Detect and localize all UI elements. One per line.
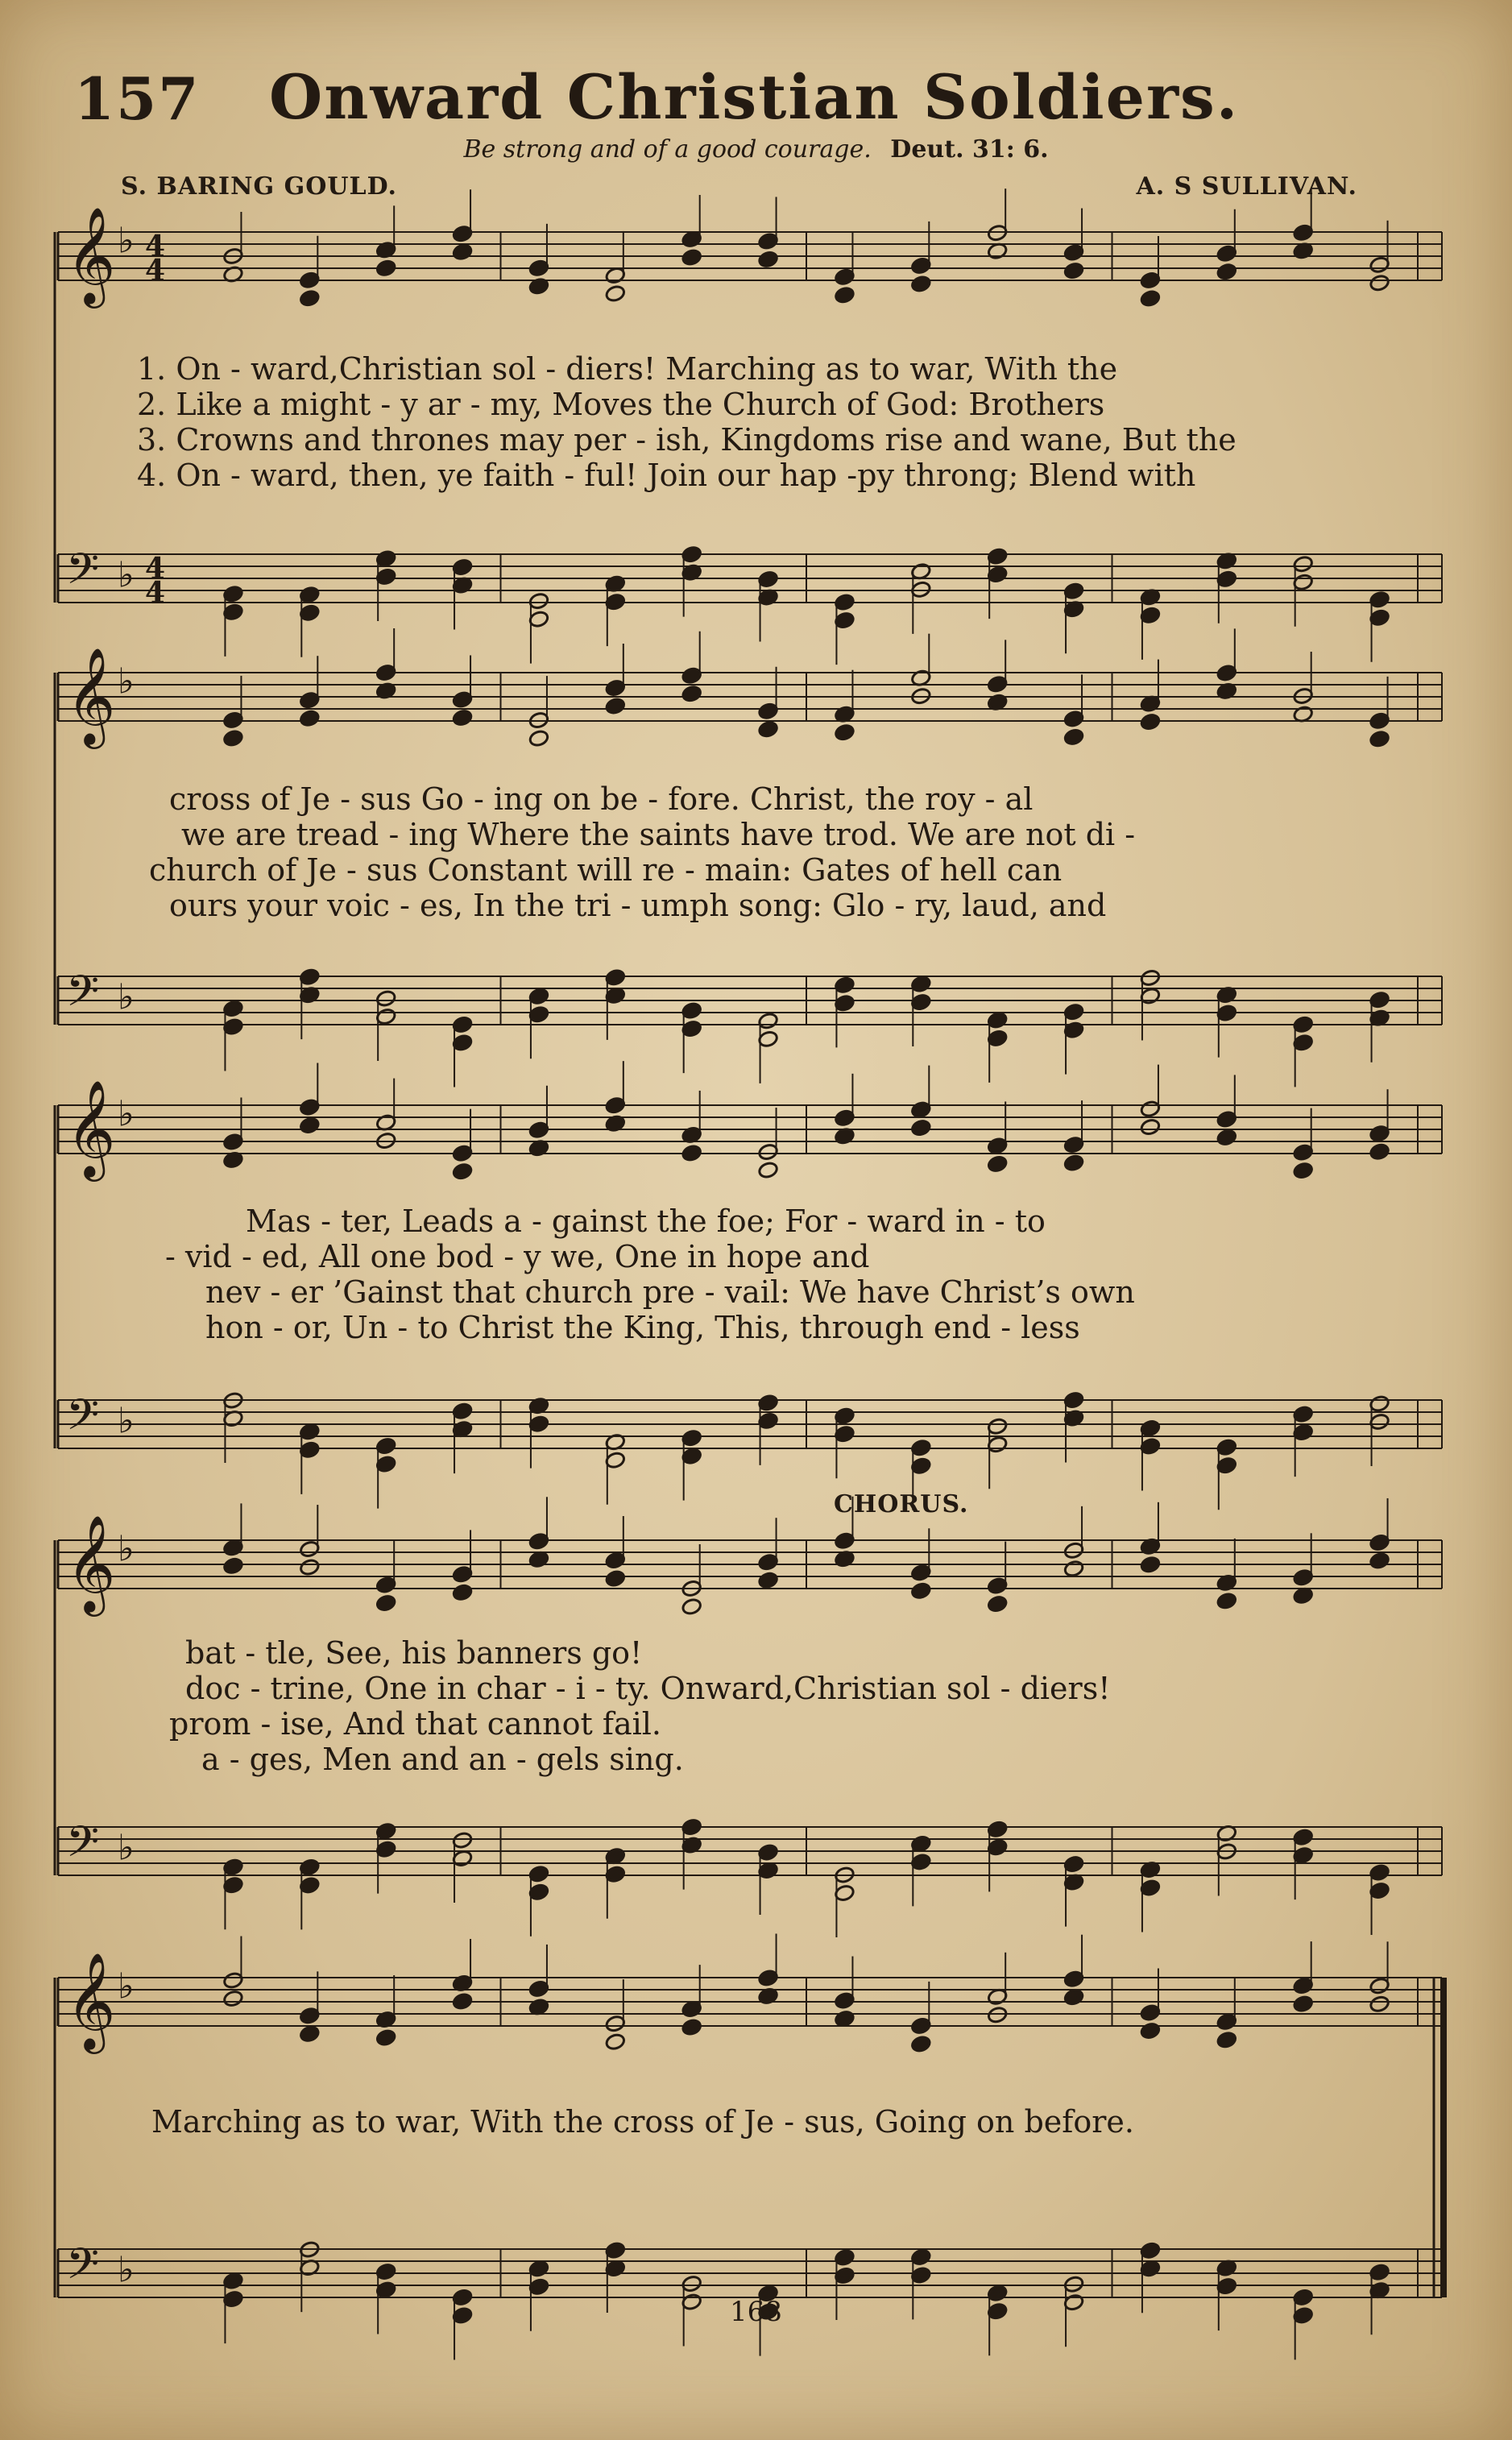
note-head [1063,1560,1084,1578]
note-head [1369,274,1390,292]
note-head [1063,1988,1084,2007]
note-head [222,1557,243,1576]
treble-clef: 𝄞 [66,646,116,745]
key-signature-flat: ♭ [118,661,135,702]
note-head [222,1990,243,2008]
note-head [987,1595,1008,1614]
lyric-line: doc - trine, One in char - i - ty. Onward,Christian sol - diers! [185,1671,1111,1706]
note-head [1369,1551,1390,1570]
hymn-title: Onward Christian Soldiers. [269,61,1240,133]
note-head [757,1161,778,1179]
lyric-line: 4. On - ward, then, ye faith - ful! Join our hap -py throng; Blend with [137,458,1196,493]
bass-clef: 𝄢 [66,1390,100,1451]
note-head [299,2025,320,2044]
note-head [375,1594,396,1613]
note-head [1140,1118,1161,1137]
note-head [1369,1995,1390,2014]
page-number: 168 [730,2296,782,2328]
note-head [605,1569,626,1588]
key-signature-flat: ♭ [118,1528,135,1570]
composer-credit: A. S SULLIVAN. [1136,172,1357,201]
bass-clef: 𝄢 [66,545,100,605]
epigraph-quote: Be strong and of a good courage. [463,135,872,164]
note-head [681,1597,702,1616]
lyric-line: bat - tle, See, his banners go! [185,1635,643,1671]
key-signature-flat: ♭ [118,2249,135,2291]
note-head [452,242,473,261]
note-head [452,1584,473,1602]
lyric-line: prom - ise, And that cannot fail. [169,1706,661,1742]
note-head [681,685,702,703]
bass-clef: 𝄢 [66,967,100,1027]
note-head [1369,730,1390,748]
lyric-line: church of Je - sus Constant will re - main: Gates of hell can [149,852,1063,888]
lyric-line: - vid - ed, All one bod - y we, One in hope and [165,1239,870,1274]
note-head [1216,1592,1237,1610]
bass-clef: 𝄢 [66,1817,100,1878]
time-signature-bottom: 4 [145,576,166,610]
note-head [681,248,702,267]
note-head [605,2032,626,2051]
note-head [375,2028,396,2047]
note-head [299,289,320,308]
key-signature-flat: ♭ [118,976,135,1018]
note-head [452,709,473,727]
lyric-line: hon - or, Un - to Christ the King, This, through end - less [205,1310,1080,1345]
note-head [681,1144,702,1162]
author-credit: S. BARING GOULD. [121,172,397,201]
note-head [987,2006,1008,2024]
note-head [910,275,931,293]
key-signature-flat: ♭ [118,220,135,262]
key-signature-flat: ♭ [118,1093,135,1135]
note-head [1063,728,1084,747]
note-head [910,1582,931,1601]
note-head [605,284,626,303]
hymn-number: 157 [74,64,201,133]
key-signature-flat: ♭ [118,1400,135,1442]
note-head [987,1155,1008,1174]
lyric-line: cross of Je - sus Go - ing on be - fore. Christ, the roy - al [169,781,1034,817]
note-head [452,1992,473,2011]
lyric-line: nev - er ’Gainst that church pre - vail: We have Christ’s own [205,1274,1135,1310]
note-head [1216,1129,1237,1147]
note-head [1063,1154,1084,1172]
note-head [375,259,396,278]
note-head [757,1571,778,1589]
note-head [834,2010,855,2028]
lyric-line: a - ges, Men and an - gels sing. [201,1742,684,1777]
note-head [299,1116,320,1135]
note-head [605,697,626,715]
note-head [222,729,243,748]
note-head [1063,262,1084,280]
chorus-label: CHORUS. [834,1490,969,1518]
note-head [834,286,855,304]
note-head [757,251,778,269]
treble-clef: 𝄞 [66,205,116,304]
note-head [681,2018,702,2036]
note-head [1293,1162,1314,1180]
note-head [910,1119,931,1137]
note-head [1293,1995,1314,2013]
note-head [1140,713,1161,731]
lyric-line: 1. On - ward,Christian sol - diers! Marching as to war, With the [137,351,1118,387]
lyric-line: we are tread - ing Where the saints have trod. We are not di - [181,817,1136,852]
note-head [1140,2022,1161,2040]
treble-clef: 𝄞 [66,1951,116,2050]
treble-clef: 𝄞 [66,1079,116,1178]
note-head [834,723,855,742]
key-signature-flat: ♭ [118,554,135,596]
treble-clef: 𝄞 [66,1514,116,1613]
note-head [528,729,549,748]
time-signature-top: 4 [145,552,166,586]
note-head [1369,1142,1390,1161]
lyric-line: 3. Crowns and thrones may per - ish, Kingdoms rise and wane, But the [137,422,1237,458]
note-head [910,2035,931,2053]
time-signature-bottom: 4 [145,254,166,288]
lyric-line: 2. Like a might - y ar - my, Moves the Church of God: Brothers [137,387,1105,422]
note-head [757,720,778,739]
note-head [1140,1556,1161,1574]
lyric-line: ours your voic - es, In the tri - umph song: Glo - ry, laud, and [169,888,1107,923]
note-head [1216,2031,1237,2049]
note-head [1216,263,1237,281]
epigraph-reference: Deut. 31: 6. [890,135,1049,164]
note-head [299,1558,320,1576]
note-head [299,709,320,727]
lyric-line: Mas - ter, Leads a - gainst the foe; For - ward in - to [246,1203,1046,1239]
lyric-line: Marching as to war, With the cross of Je - sus, Going on before. [151,2104,1134,2140]
bass-clef: 𝄢 [66,2239,100,2300]
note-head [452,1162,473,1181]
key-signature-flat: ♭ [118,1827,135,1869]
key-signature-flat: ♭ [118,1966,135,2007]
note-head [1140,289,1161,308]
time-signature-top: 4 [145,230,166,263]
